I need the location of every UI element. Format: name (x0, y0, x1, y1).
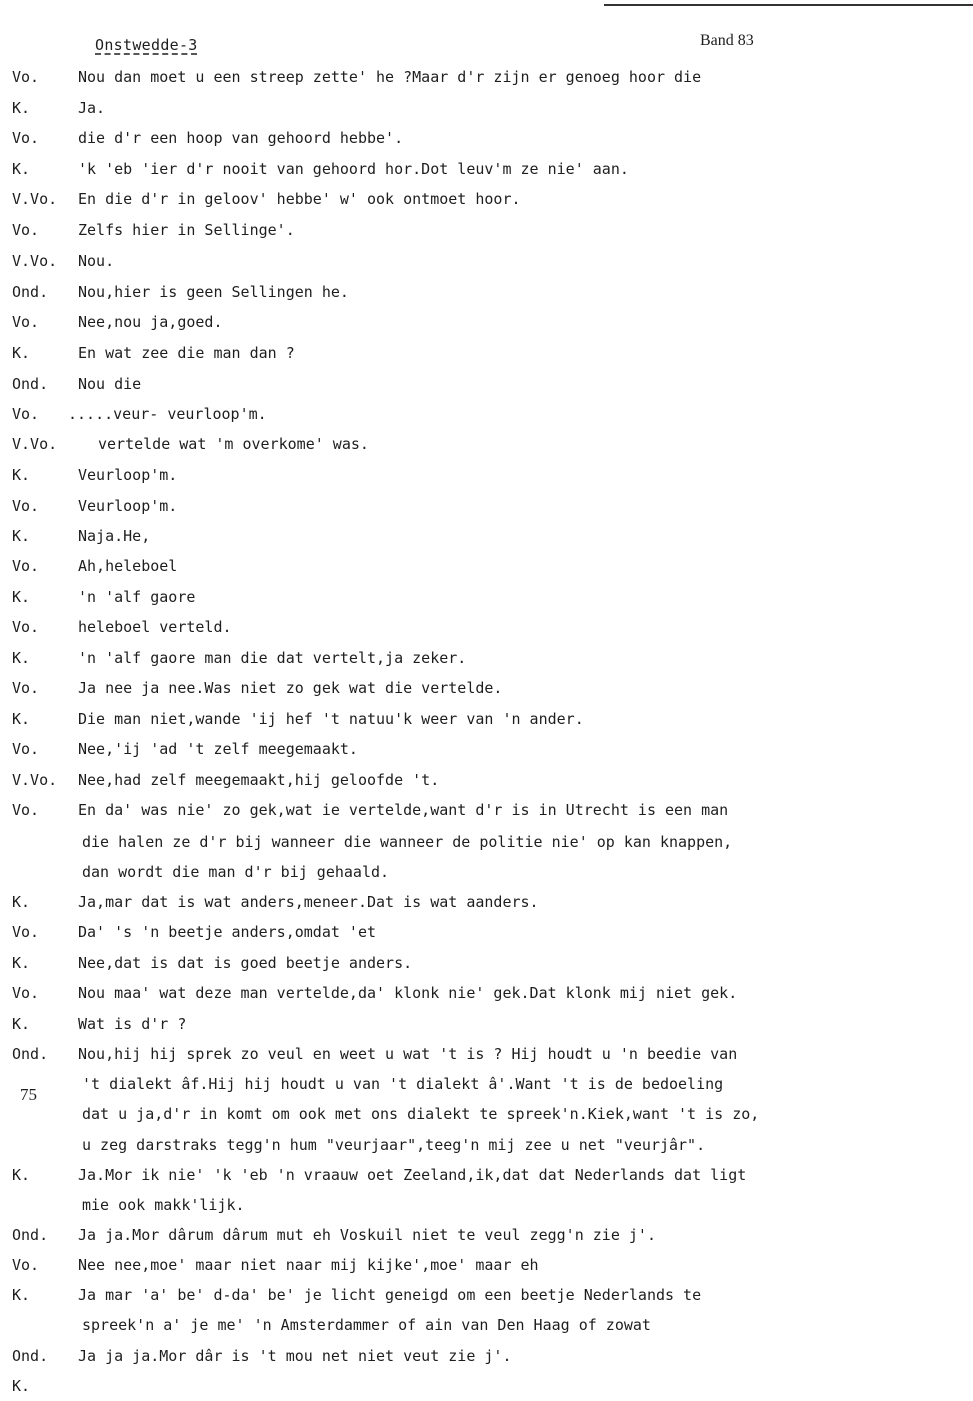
utterance-text: Ja nee ja nee.Was niet zo gek wat die vertelde. (78, 679, 503, 697)
utterance-text: Nee,'ij 'ad 't zelf meegemaakt. (78, 740, 358, 758)
utterance-text: Nou dan moet u een streep zette' he ?Maar d'r zijn er genoeg hoor die (78, 68, 702, 86)
utterance-text: die d'r een hoop van gehoord hebbe'. (78, 129, 404, 147)
utterance-text: Veurloop'm. (78, 497, 178, 515)
transcript-line (0, 795, 973, 825)
transcript-line (0, 491, 973, 521)
utterance-continuation: u zeg darstraks tegg'n hum "veurjaar",teeg'n mij zee u net "veurjâr". (82, 1136, 706, 1154)
transcript-line (0, 215, 973, 245)
utterance-continuation: 't dialekt âf.Hij hij houdt u van 't dialekt â'.Want 't is de bedoeling (82, 1075, 724, 1093)
utterance-text: En da' was nie' zo gek,wat ie vertelde,want d'r is in Utrecht is een man (78, 801, 729, 819)
speaker-label: Ond. (12, 375, 49, 393)
transcript-line (0, 1341, 973, 1371)
utterance-text: Veurloop'm. (78, 466, 178, 484)
speaker-label: Ond. (12, 283, 49, 301)
transcript-line (0, 887, 973, 917)
speaker-label: Vo. (12, 405, 40, 423)
utterance-text: Ja ja ja.Mor dâr is 't mou net niet veut zie j'. (78, 1347, 512, 1365)
transcript-line (0, 612, 973, 642)
speaker-label: V.Vo. (12, 435, 58, 453)
utterance-text: Die man niet,wande 'ij hef 't natuu'k weer van 'n ander. (78, 710, 584, 728)
speaker-label: Vo. (12, 984, 40, 1002)
utterance-text: Ja,mar dat is wat anders,meneer.Dat is wat aanders. (78, 893, 539, 911)
utterance-text: Nou,hij hij sprek zo veul en weet u wat 't is ? Hij houdt u 'n beedie van (78, 1045, 738, 1063)
transcript-line (0, 582, 973, 612)
transcript-line (0, 978, 973, 1008)
utterance-text: Nee,dat is dat is goed beetje anders. (78, 954, 413, 972)
transcript-line (0, 1280, 973, 1310)
transcript-line (0, 1371, 973, 1401)
utterance-text: Nou. (78, 252, 115, 270)
utterance-text: Da' 's 'n beetje anders,omdat 'et (78, 923, 377, 941)
transcript-line (0, 948, 973, 978)
speaker-label: K. (12, 466, 31, 484)
transcript-line (0, 429, 973, 459)
speaker-label: K. (12, 527, 31, 545)
speaker-label: V.Vo. (12, 190, 58, 208)
transcript-line (0, 1160, 973, 1190)
transcript-line (0, 917, 973, 947)
utterance-text: Zelfs hier in Sellinge'. (78, 221, 295, 239)
speaker-label: K. (12, 954, 31, 972)
utterance-text: .....veur- veurloop'm. (68, 405, 267, 423)
transcript-line (0, 521, 973, 551)
speaker-label: Ond. (12, 1045, 49, 1063)
document-header-left: Onstwedde-3 (95, 36, 198, 54)
utterance-text: Ah,heleboel (78, 557, 178, 575)
transcript-line (0, 1009, 973, 1039)
transcript-line (0, 246, 973, 276)
speaker-label: Ond. (12, 1226, 49, 1244)
transcript-line (0, 1039, 973, 1069)
speaker-label: K. (12, 1286, 31, 1304)
speaker-label: K. (12, 1015, 31, 1033)
utterance-text: Nee,had zelf meegemaakt,hij geloofde 't. (78, 771, 440, 789)
transcript-line (0, 277, 973, 307)
transcript-line (0, 369, 973, 399)
utterance-text: 'k 'eb 'ier d'r nooit van gehoord hor.Dot leuv'm ze nie' aan. (78, 160, 629, 178)
transcript-line (0, 399, 973, 429)
utterance-text: Ja.Mor ik nie' 'k 'eb 'n vraauw oet Zeeland,ik,dat dat Nederlands dat ligt (78, 1166, 747, 1184)
speaker-label: Vo. (12, 923, 40, 941)
document-header-right: Band 83 (700, 32, 754, 49)
transcript-line (0, 62, 973, 92)
utterance-text: Ja ja.Mor dârum dârum mut eh Voskuil niet te veul zegg'n zie j'. (78, 1226, 656, 1244)
top-rule (604, 4, 973, 6)
transcript-line (0, 338, 973, 368)
speaker-label: K. (12, 710, 31, 728)
margin-note: 75 (20, 1085, 37, 1104)
speaker-label: Vo. (12, 679, 40, 697)
transcript-line (0, 765, 973, 795)
utterance-text: Nee nee,moe' maar niet naar mij kijke',moe' maar eh (78, 1256, 539, 1274)
speaker-label: K. (12, 893, 31, 911)
transcript-line (0, 734, 973, 764)
speaker-label: K. (12, 588, 31, 606)
utterance-text: 'n 'alf gaore (78, 588, 196, 606)
speaker-label: Vo. (12, 557, 40, 575)
utterance-text: Wat is d'r ? (78, 1015, 187, 1033)
speaker-label: Vo. (12, 497, 40, 515)
transcript-line (0, 123, 973, 153)
utterance-text: heleboel verteld. (78, 618, 232, 636)
utterance-continuation: dan wordt die man d'r bij gehaald. (82, 863, 390, 881)
speaker-label: Vo. (12, 313, 40, 331)
transcript-line (0, 551, 973, 581)
speaker-label: K. (12, 1166, 31, 1184)
speaker-label: Vo. (12, 68, 40, 86)
utterance-text: 'n 'alf gaore man die dat vertelt,ja zeker. (78, 649, 467, 667)
transcript-line (0, 1220, 973, 1250)
speaker-label: Vo. (12, 129, 40, 147)
speaker-label: Vo. (12, 618, 40, 636)
utterance-text: Nou maa' wat deze man vertelde,da' klonk nie' gek.Dat klonk mij niet gek. (78, 984, 738, 1002)
utterance-text: Nee,nou ja,goed. (78, 313, 223, 331)
utterance-text: Ja. (78, 99, 106, 117)
speaker-label: V.Vo. (12, 771, 58, 789)
transcript-line (0, 184, 973, 214)
speaker-label: Vo. (12, 740, 40, 758)
utterance-continuation: die halen ze d'r bij wanneer die wanneer de politie nie' op kan knappen, (82, 833, 733, 851)
transcript-line (0, 93, 973, 123)
utterance-text: vertelde wat 'm overkome' was. (98, 435, 369, 453)
speaker-label: K. (12, 160, 31, 178)
transcript-line (0, 154, 973, 184)
utterance-continuation: mie ook makk'lijk. (82, 1196, 245, 1214)
speaker-label: K. (12, 1377, 31, 1395)
utterance-text: En wat zee die man dan ? (78, 344, 295, 362)
utterance-text: Nou die (78, 375, 142, 393)
transcript-line (0, 460, 973, 490)
transcript-line (0, 673, 973, 703)
transcript-line (0, 1250, 973, 1280)
speaker-label: Vo. (12, 221, 40, 239)
utterance-continuation: dat u ja,d'r in komt om ook met ons dialekt te spreek'n.Kiek,want 't is zo, (82, 1105, 760, 1123)
speaker-label: K. (12, 99, 31, 117)
utterance-continuation: spreek'n a' je me' 'n Amsterdammer of ain van Den Haag of zowat (82, 1316, 651, 1334)
transcript-line (0, 643, 973, 673)
transcript-line (0, 704, 973, 734)
speaker-label: V.Vo. (12, 252, 58, 270)
utterance-text: En die d'r in geloov' hebbe' w' ook ontmoet hoor. (78, 190, 521, 208)
speaker-label: Vo. (12, 1256, 40, 1274)
utterance-text: Ja mar 'a' be' d-da' be' je licht geneigd om een beetje Nederlands te (78, 1286, 702, 1304)
speaker-label: Vo. (12, 801, 40, 819)
utterance-text: Naja.He, (78, 527, 151, 545)
speaker-label: Ond. (12, 1347, 49, 1365)
speaker-label: K. (12, 344, 31, 362)
speaker-label: K. (12, 649, 31, 667)
utterance-text: Nou,hier is geen Sellingen he. (78, 283, 349, 301)
transcript-line (0, 307, 973, 337)
